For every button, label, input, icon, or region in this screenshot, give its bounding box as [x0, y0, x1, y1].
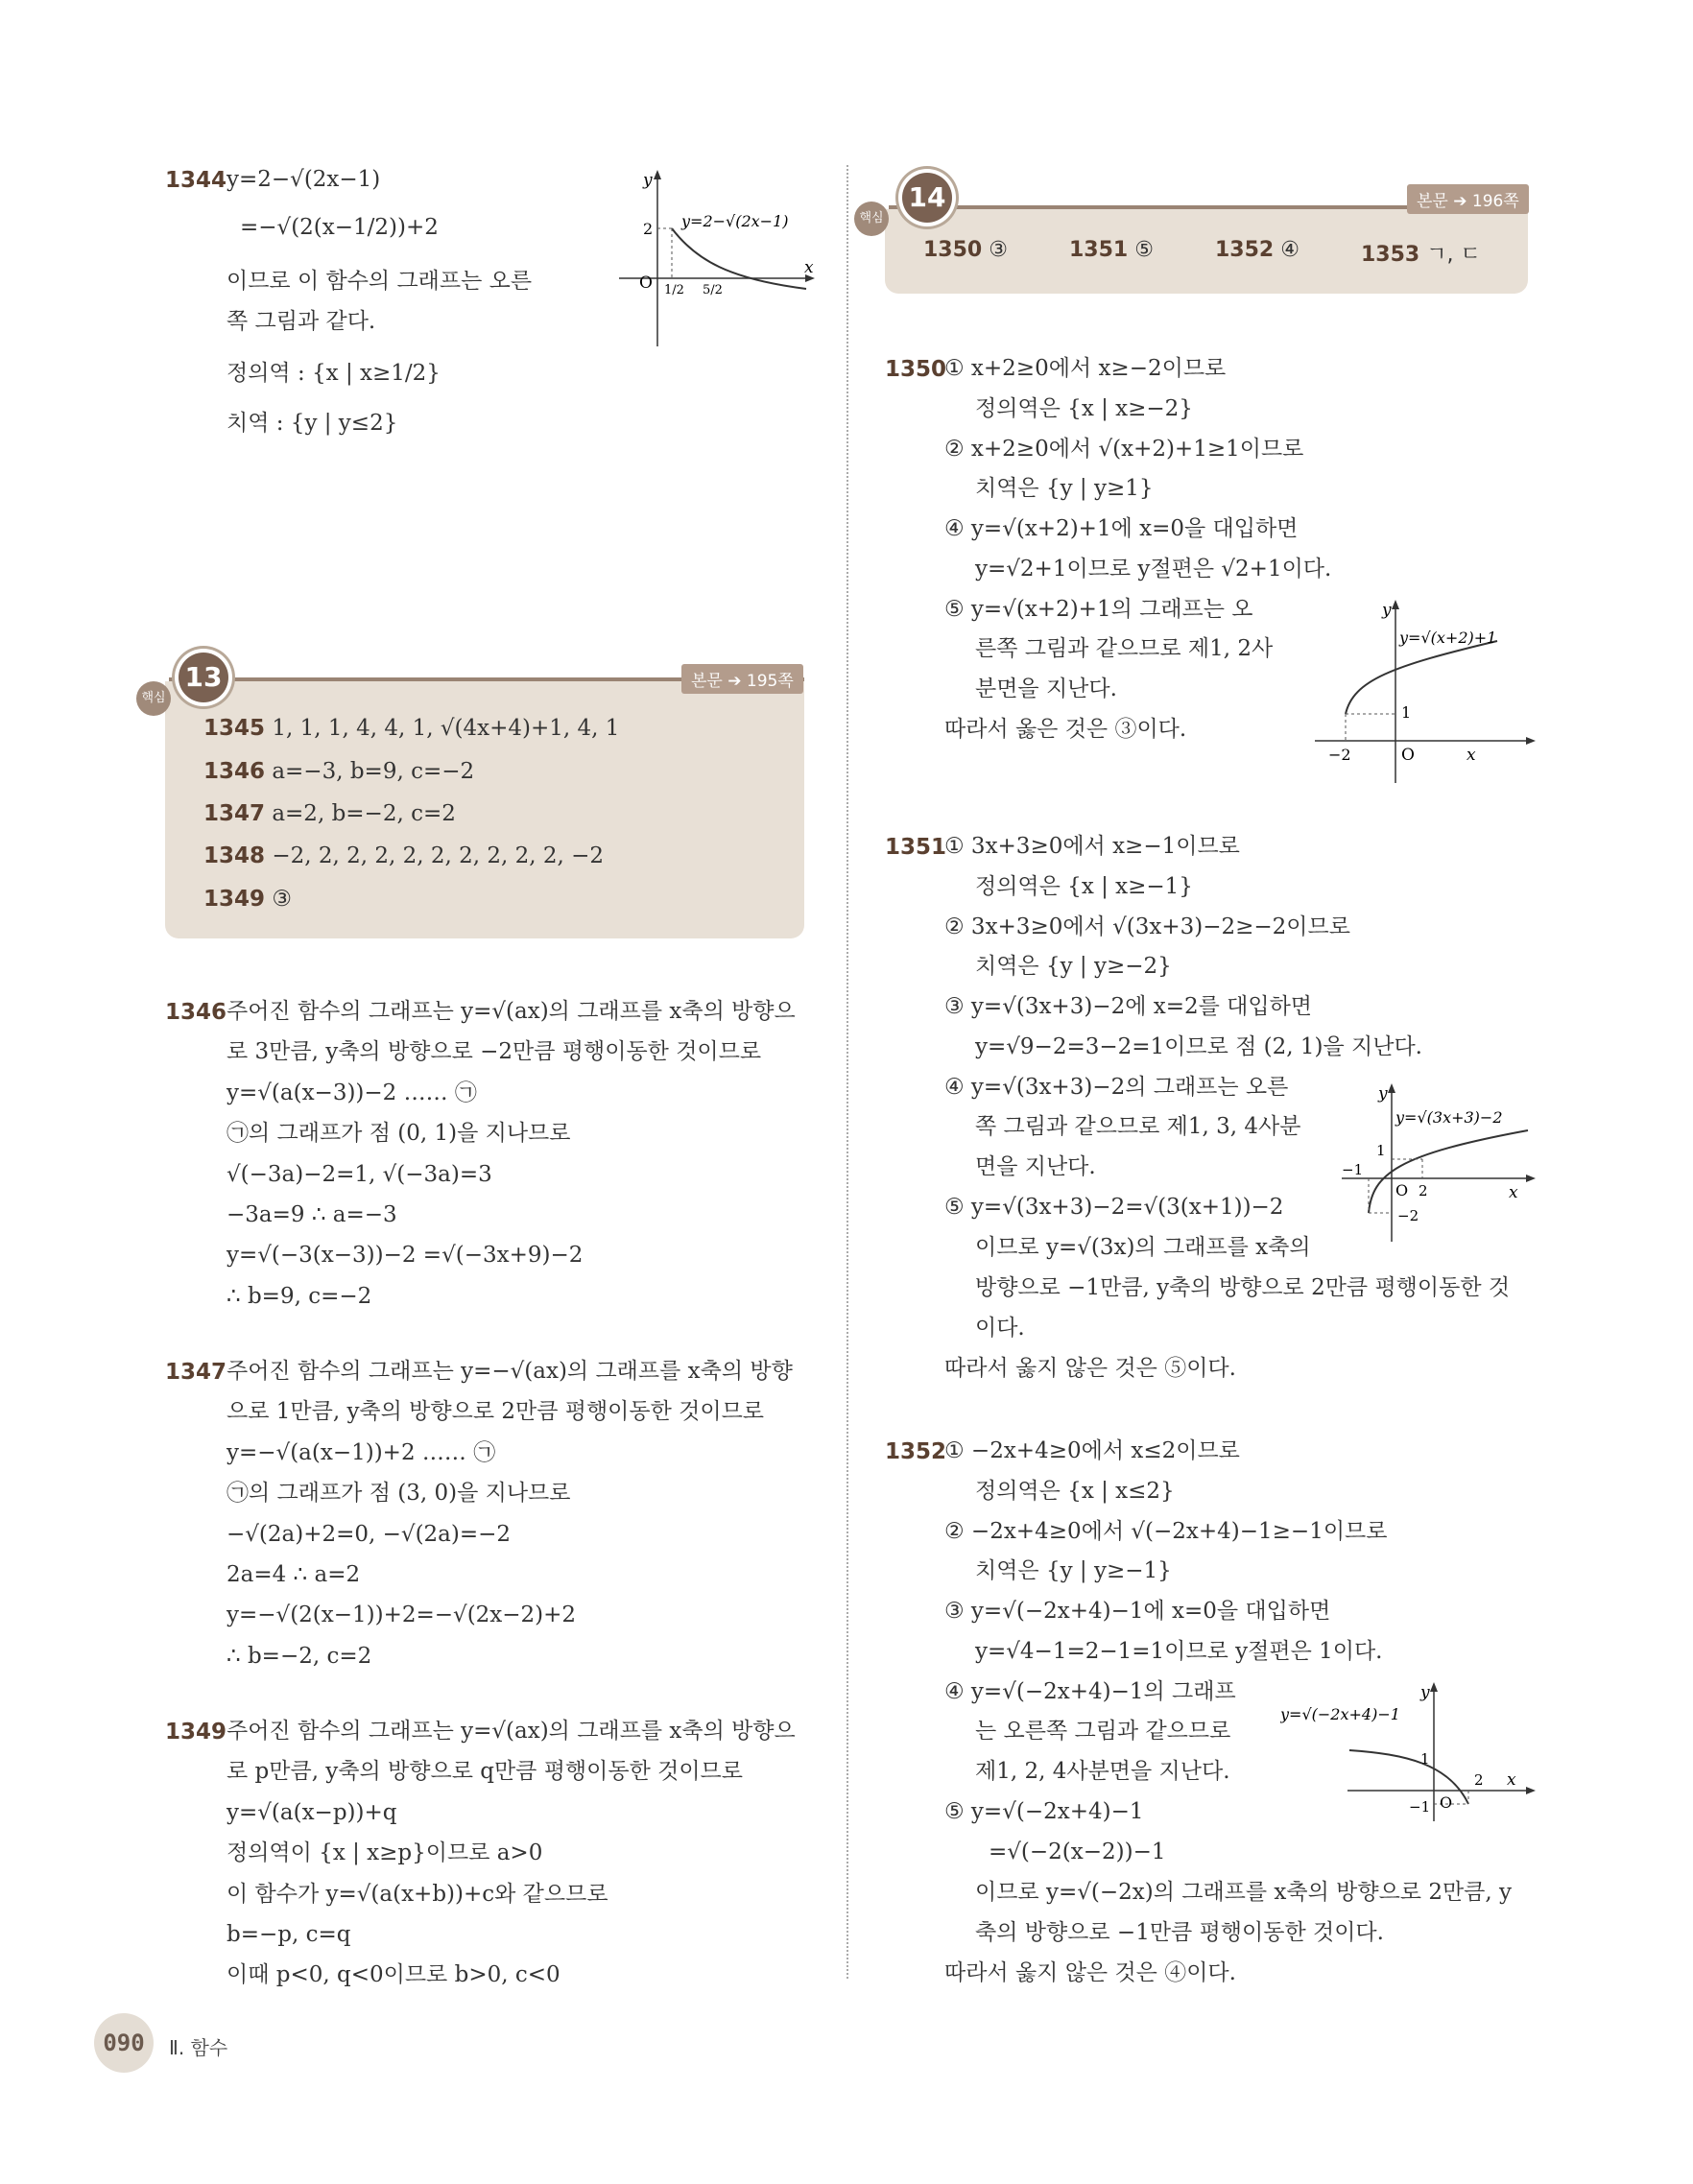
x-label: x	[1466, 746, 1476, 765]
page-reference: 본문 ➔ 195쪽	[681, 664, 803, 694]
solution-line: 정의역은 {x | x≤2}	[975, 1479, 1175, 1504]
tick-label: 1	[1376, 1142, 1386, 1159]
solution-line: 2a=4 ∴ a=2	[227, 1562, 361, 1587]
solution-line: 이 함수가 y=√(a(x+b))+c와 같으므로	[227, 1882, 608, 1907]
solution-line: 치역은 {y | y≥−2}	[975, 954, 1172, 979]
problem-number: 1346	[203, 759, 266, 784]
x-arrow	[1526, 1787, 1536, 1794]
solution-line: 는 오른쪽 그림과 같으므로	[975, 1719, 1231, 1744]
solution-line: ④ y=√(3x+3)−2의 그래프는 오른	[944, 1075, 1289, 1100]
section-badge: 14	[902, 173, 952, 223]
solution-line: ⑤ y=√(x+2)+1의 그래프는 오	[944, 597, 1253, 622]
curve	[1369, 1130, 1528, 1213]
solution-line: 따라서 옳지 않은 것은 ⑤이다.	[944, 1356, 1236, 1381]
column-divider	[846, 165, 848, 1979]
curve-label: y=√(x+2)+1	[1399, 629, 1497, 647]
solution-line: 정의역은 {x | x≥−1}	[975, 874, 1193, 899]
solution-line: 으로 1만큼, y축의 방향으로 2만큼 평행이동한 것이므로	[227, 1399, 765, 1424]
answer-text: ③	[989, 238, 1008, 262]
solution-line: ∴ b=9, c=−2	[227, 1284, 372, 1309]
solution-line: ⑤ y=√(3x+3)−2=√(3(x+1))−2	[944, 1195, 1284, 1220]
solution-line: b=−p, c=q	[227, 1922, 351, 1947]
solution-line: 따라서 옳지 않은 것은 ④이다.	[944, 1960, 1236, 1985]
solution-line: 축의 방향으로 −1만큼 평행이동한 것이다.	[975, 1920, 1384, 1945]
y-label: y	[1382, 601, 1392, 620]
solution-line: ㉠의 그래프가 점 (3, 0)을 지나므로	[227, 1481, 571, 1506]
y-arrow	[1388, 1083, 1395, 1093]
solution-line: 정의역이 {x | x≥p}이므로 a>0	[227, 1840, 543, 1865]
answer-text: a=2, b=−2, c=2	[272, 801, 456, 826]
curve-label: y=2−√(2x−1)	[681, 212, 789, 230]
section-badge-small: 핵심	[136, 681, 171, 716]
solution-line: ① x+2≥0에서 x≥−2이므로	[944, 356, 1227, 381]
answer-text: −2, 2, 2, 2, 2, 2, 2, 2, 2, 2, −2	[272, 843, 605, 868]
section-badge: 13	[179, 653, 228, 702]
solution-line: 로 p만큼, y축의 방향으로 q만큼 평행이동한 것이므로	[227, 1759, 743, 1784]
solution-line: ㉠의 그래프가 점 (0, 1)을 지나므로	[227, 1121, 571, 1146]
solution-line: 치역은 {y | y≥−1}	[975, 1558, 1172, 1583]
origin-label: O	[1401, 746, 1415, 765]
solution-line: y=√4−1=2−1=1이므로 y절편은 1이다.	[975, 1639, 1383, 1664]
curve	[1346, 641, 1497, 714]
solution-line: 이므로 y=√(3x)의 그래프를 x축의	[975, 1235, 1311, 1260]
answer-text: a=−3, b=9, c=−2	[272, 759, 475, 784]
solution-line: 분면을 지난다.	[975, 677, 1117, 701]
tick-label: −1	[1409, 1798, 1431, 1816]
solution-line: 쪽 그림과 같다.	[227, 309, 376, 334]
solution-line: 방향으로 −1만큼, y축의 방향으로 2만큼 평행이동한 것	[975, 1275, 1511, 1300]
chapter-label: Ⅱ. 함수	[169, 2036, 228, 2059]
tick-label: 2	[1419, 1182, 1428, 1199]
problem-number: 1352	[1215, 238, 1275, 262]
graph-1352	[1280, 1681, 1536, 1825]
solution-line: ② −2x+4≥0에서 √(−2x+4)−1≥−1이므로	[944, 1519, 1388, 1544]
graph-1351	[1340, 1082, 1536, 1246]
y-label: y	[1420, 1683, 1430, 1702]
problem-number: 1353	[1361, 243, 1420, 267]
solution-line: y=−√(2(x−1))+2=−√(2x−2)+2	[227, 1602, 577, 1627]
problem-number: 1350	[885, 357, 947, 382]
curve-label: y=√(3x+3)−2	[1395, 1108, 1503, 1127]
y-label: y	[643, 171, 653, 190]
answer-line	[203, 842, 604, 870]
problem-number: 1351	[1069, 238, 1129, 262]
answer-text: ③	[272, 887, 292, 912]
solution-line: ③ y=√(3x+3)−2에 x=2를 대입하면	[944, 994, 1313, 1019]
solution-line: 이다.	[975, 1316, 1025, 1341]
tick-label: 1/2	[664, 283, 684, 297]
problem-number: 1351	[885, 835, 947, 860]
answer-text: ④	[1280, 238, 1300, 262]
y-arrow	[1392, 600, 1399, 609]
solution-line: ∴ b=−2, c=2	[227, 1644, 372, 1669]
y-arrow	[654, 170, 661, 179]
solution-line: =√(−2(x−2))−1	[989, 1840, 1166, 1864]
x-arrow	[1526, 737, 1536, 745]
solution-line: 주어진 함수의 그래프는 y=√(ax)의 그래프를 x축의 방향으	[227, 999, 796, 1024]
solution-line: 이므로 y=√(−2x)의 그래프를 x축의 방향으로 2만큼, y	[975, 1880, 1513, 1905]
solution-line: 정의역은 {x | x≥−2}	[975, 396, 1193, 421]
origin-label: O	[1440, 1793, 1453, 1812]
y-label: y	[1378, 1084, 1388, 1104]
tick-label: 2	[643, 220, 654, 238]
solution-line: y=√(−3(x−3))−2 =√(−3x+9)−2	[227, 1243, 584, 1268]
solution-line: y=√2+1이므로 y절편은 √2+1이다.	[975, 557, 1332, 582]
solution-line: ⑤ y=√(−2x+4)−1	[944, 1799, 1144, 1824]
problem-number: 1347	[165, 1360, 227, 1385]
problem-number: 1352	[885, 1439, 947, 1464]
solution-line: y=2−√(2x−1)	[227, 167, 381, 192]
tick-label: −1	[1342, 1161, 1364, 1178]
answer-line	[203, 714, 619, 743]
solution-line: 따라서 옳은 것은 ③이다.	[944, 717, 1187, 742]
solution-line: y=√9−2=3−2=1이므로 점 (2, 1)을 지난다.	[975, 1034, 1422, 1059]
tick-label: 1	[1401, 703, 1412, 722]
solution-line: 른쪽 그림과 같으므로 제1, 2사	[975, 636, 1274, 661]
solution-line: 쪽 그림과 같으므로 제1, 3, 4사분	[975, 1114, 1301, 1139]
solution-line: 로 3만큼, y축의 방향으로 −2만큼 평행이동한 것이므로	[227, 1039, 762, 1064]
solution-line: ③ y=√(−2x+4)−1에 x=0을 대입하면	[944, 1599, 1331, 1624]
answer-text: ㄱ, ㄷ	[1426, 243, 1481, 267]
solution-line: y=√(a(x−3))−2 …… ㉠	[227, 1080, 477, 1105]
page-reference: 본문 ➔ 196쪽	[1407, 184, 1529, 214]
tick-label: 5/2	[703, 283, 723, 297]
solution-line: ② 3x+3≥0에서 √(3x+3)−2≥−2이므로	[944, 914, 1350, 939]
tick-label: 1	[1420, 1750, 1430, 1768]
answer-line	[203, 799, 456, 828]
solution-line: 치역 : {y | y≤2}	[227, 411, 398, 436]
x-label: x	[804, 258, 814, 277]
graph-1350	[1305, 599, 1536, 787]
solution-line: 면을 지난다.	[975, 1154, 1096, 1179]
answer-item	[923, 238, 1008, 262]
solution-line: 이므로 이 함수의 그래프는 오른	[227, 269, 533, 294]
problem-number: 1349	[203, 887, 266, 912]
answer-item	[1215, 238, 1300, 262]
problem-number: 1349	[165, 1720, 227, 1745]
solution-line: 치역은 {y | y≥1}	[975, 476, 1154, 501]
x-label: x	[1507, 1770, 1516, 1790]
tick-label: 2	[1474, 1771, 1484, 1789]
problem-number: 1346	[165, 1000, 227, 1025]
solution-line: ④ y=√(−2x+4)−1의 그래프	[944, 1679, 1236, 1704]
solution-line: 주어진 함수의 그래프는 y=√(ax)의 그래프를 x축의 방향으	[227, 1719, 796, 1744]
solution-line: 제1, 2, 4사분면을 지난다.	[975, 1759, 1230, 1784]
section-badge-small: 핵심	[854, 202, 889, 236]
origin-label: O	[1395, 1181, 1409, 1199]
answer-line	[203, 885, 292, 914]
problem-number: 1347	[203, 801, 266, 826]
problem-number: 1345	[203, 716, 266, 741]
y-arrow	[1430, 1682, 1438, 1692]
solution-line: =−√(2(x−1/2))+2	[240, 215, 439, 240]
answer-text: ⑤	[1134, 238, 1154, 262]
answer-item	[1069, 238, 1154, 262]
problem-number: 1348	[203, 843, 266, 868]
page-number: 090	[94, 2013, 154, 2073]
solution-line: 이때 p<0, q<0이므로 b>0, c<0	[227, 1962, 560, 1987]
answer-text: 1, 1, 1, 4, 4, 1, √(4x+4)+1, 4, 1	[272, 716, 620, 741]
tick-label: −2	[1328, 746, 1351, 764]
solution-line: ④ y=√(x+2)+1에 x=0을 대입하면	[944, 516, 1299, 541]
graph-1344	[614, 169, 816, 351]
problem-number: 1350	[923, 238, 983, 262]
origin-label: O	[639, 273, 653, 293]
problem-number: 1344	[165, 168, 227, 193]
solution-line: ② x+2≥0에서 √(x+2)+1≥1이므로	[944, 437, 1304, 462]
solution-line: √(−3a)−2=1, √(−3a)=3	[227, 1162, 492, 1187]
solution-line: y=√(a(x−p))+q	[227, 1800, 397, 1825]
solution-line: ① 3x+3≥0에서 x≥−1이므로	[944, 834, 1240, 859]
x-arrow	[1526, 1175, 1536, 1182]
tick-label: −2	[1397, 1207, 1419, 1224]
curve	[672, 228, 806, 289]
solution-line: y=−√(a(x−1))+2 …… ㉠	[227, 1440, 496, 1465]
solution-line: −√(2a)+2=0, −√(2a)=−2	[227, 1522, 512, 1547]
x-label: x	[1509, 1183, 1518, 1202]
solution-line: −3a=9 ∴ a=−3	[227, 1202, 397, 1227]
answer-item	[1361, 238, 1481, 268]
answer-line	[203, 757, 474, 786]
solution-line: 주어진 함수의 그래프는 y=−√(ax)의 그래프를 x축의 방향	[227, 1359, 793, 1384]
curve-label: y=√(−2x+4)−1	[1280, 1705, 1400, 1723]
solution-line: ① −2x+4≥0에서 x≤2이므로	[944, 1438, 1240, 1463]
solution-line: 정의역 : {x | x≥1/2}	[227, 361, 441, 386]
